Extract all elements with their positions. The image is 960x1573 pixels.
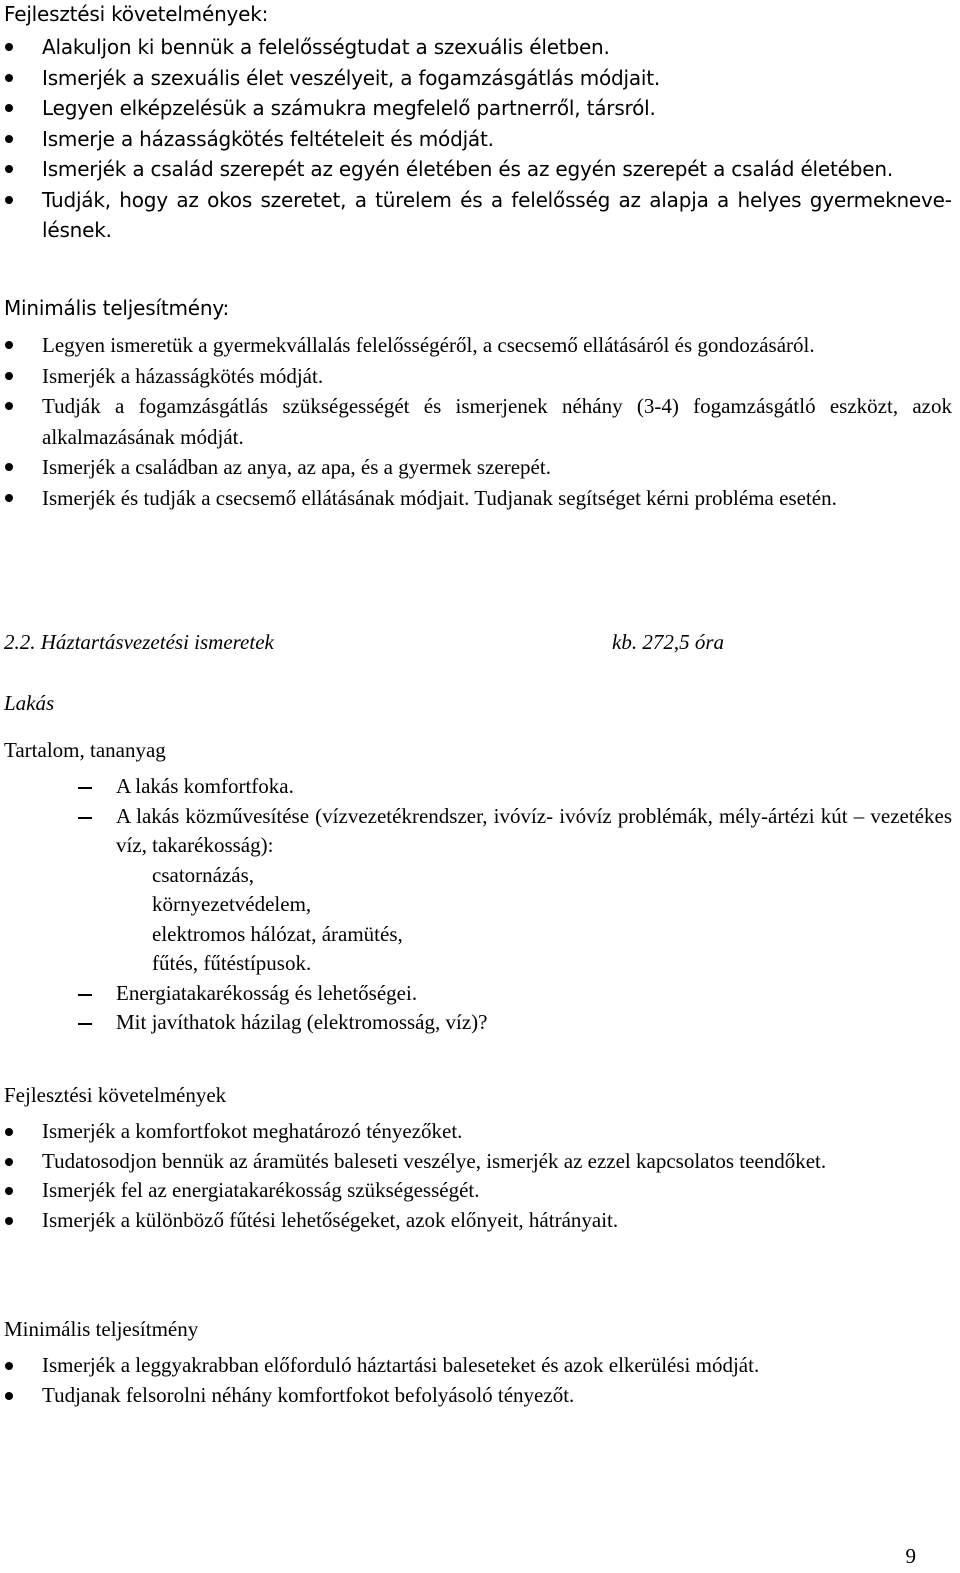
content-list [0,772,952,1038]
requirements-list [0,1117,952,1235]
list-item: Ismerje a házasságkötés feltételeit és módját. [0,124,952,155]
list-item: Legyen ismeretük a gyermekvállalás felelősségéről, a csecsemő ellátásáról és gondozásáról. [0,330,952,361]
section-heading-minimum-performance: Minimális teljesítmény: [4,296,230,320]
chapter-hours: kb. 272,5 óra [612,630,724,654]
development-requirements-list [0,32,952,246]
content-item-text: A lakás komfortfoka. [116,774,294,798]
list-item: Ismerjék a szexuális élet veszélyeit, a fogamzásgátlás módjait. [0,63,952,94]
content-item [0,772,952,802]
content-subitem: környezetvédelem, [152,892,312,916]
list-item: Ismerjék a családban az anya, az apa, és a gyermek szerepét. [0,452,952,483]
content-subitem: fűtés, fűtéstípusok. [152,951,312,975]
content-heading: Tartalom, tananyag [4,738,166,762]
minimum-heading: Minimális teljesítmény [4,1317,199,1341]
content-subitem: elektromos hálózat, áramütés, [152,921,403,946]
requirements-heading: Fejlesztési követelmények [4,1083,227,1107]
list-item: Ismerjék fel az energiatakarékosság szükségességét. [0,1176,952,1206]
list-item: Alakuljon ki bennük a felelősségtudat a szexuális életben. [0,32,952,63]
list-item: Ismerjék és tudják a csecsemő ellátásának módjait. Tudjanak segítséget kérni probléma esetén. [0,483,952,514]
list-item: Ismerjék a házasságkötés módját. [0,361,952,392]
list-item: Ismerjék a komfortfokot meghatározó tényezőket. [0,1117,952,1147]
minimum-performance-list [0,330,952,513]
subsection-title: Lakás [4,691,55,715]
list-item: Tudjanak felsorolni néhány komfortfokot befolyásoló tényezőt. [0,1381,952,1411]
list-item: Ismerjék a család szerepét az egyén életében és az egyén szerepét a család életében. [0,154,952,185]
list-item: Legyen elképzelésük a számukra megfelelő partnerről, társról. [0,93,952,124]
content-item-text: Mit javíthatok házilag (elektromosság, víz)? [116,1010,488,1034]
content-subitem: csatornázás, [152,862,255,887]
list-item: Ismerjék a leggyakrabban előforduló háztartási baleseteket és azok elkerülési módját. [0,1351,952,1381]
content-item [0,979,952,1009]
list-item: Tudják a fogamzásgátlás szükségességét és ismerjenek néhány (3-4) fogamzásgátló eszközt, azok alkalmazásának módját. [0,391,952,452]
content-item [0,1008,952,1038]
list-item: Tudják, hogy az okos szeretet, a türelem és a felelősség az alapja a helyes gyermeknevelésnek. [0,185,952,246]
content-item-text: A lakás közművesítése (vízvezetékrendszer, ivóvíz- ivóvíz problémák, mély-ártézi kút – vezetékes víz, takarékosság): [116,803,952,857]
list-item: Tudatosodjon bennük az áramütés baleseti veszélye, ismerjék az ezzel kapcsolatos teendőket. [0,1147,952,1177]
content-item [0,802,952,979]
page-number: 9 [905,1544,916,1568]
minimum-list [0,1351,952,1410]
content-item-text: Energiatakarékosság és lehetőségei. [116,980,418,1005]
chapter-title: 2.2. Háztartásvezetési ismeretek [4,630,274,654]
list-item: Ismerjék a különböző fűtési lehetőségeket, azok előnyeit, hátrányait. [0,1206,952,1236]
section-heading-development-requirements: Fejlesztési követelmények: [4,2,269,26]
